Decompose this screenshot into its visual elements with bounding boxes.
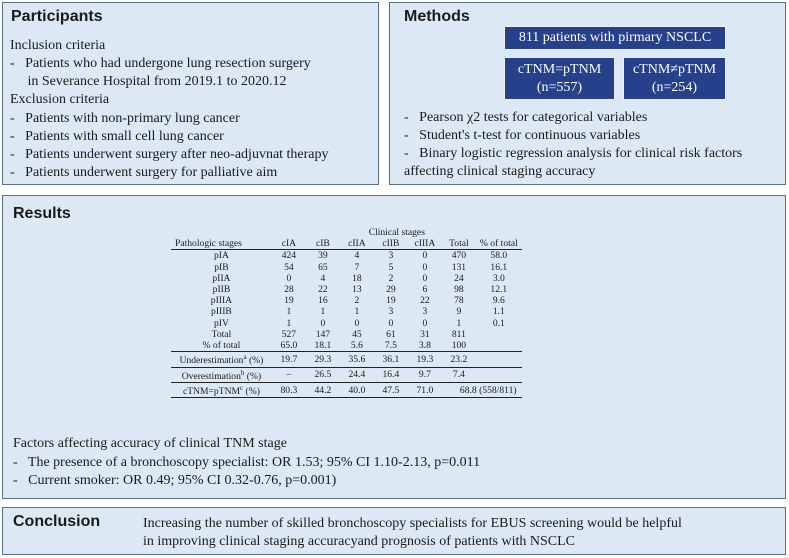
- ctnm-equal-box: [504, 57, 615, 100]
- inclusion-item: - Patients who had undergone lung resection surgery: [10, 56, 311, 71]
- row-label: pIIA: [212, 272, 231, 284]
- table-cell: 44.2: [306, 383, 340, 398]
- participants-panel: [2, 2, 379, 185]
- table-cell: 45: [352, 328, 362, 340]
- total-patients-label: 811 patients with pirmary NSCLC: [518, 30, 712, 45]
- table-cell: 4: [320, 272, 326, 284]
- row-label: Total: [211, 328, 232, 340]
- table-cell: 9.7: [408, 367, 442, 382]
- table-cell: 23.2: [442, 352, 476, 367]
- table-cell: 470: [442, 250, 476, 262]
- inclusion-item: in Severance Hospital from 2019.1 to 2020.12: [10, 74, 287, 89]
- table-cell: 3: [374, 250, 408, 262]
- table-cell: 24.4: [340, 367, 374, 382]
- column-header: % of total: [476, 238, 522, 250]
- table-cell: 28: [284, 284, 294, 296]
- table-cell: 16.4: [374, 367, 408, 382]
- table-cell: 5: [388, 261, 394, 273]
- table-cell: 147: [315, 328, 331, 340]
- inclusion-heading: Inclusion criteria: [10, 38, 106, 53]
- column-header: cIB: [306, 238, 340, 250]
- participants-title: Participants: [11, 8, 103, 25]
- table-cell: 0: [422, 317, 428, 329]
- table-cell: 0: [422, 261, 428, 273]
- table-cell: 16.1: [490, 261, 508, 273]
- column-header: cIIIA: [408, 238, 442, 250]
- exclusion-heading: Exclusion criteria: [10, 92, 110, 107]
- exclusion-item: - Patients with non-primary lung cancer: [10, 111, 240, 126]
- factor-item: - Current smoker: OR 0.49; 95% CI 0.32-0.76, p=0.001): [13, 473, 337, 488]
- table-cell: 1: [354, 306, 360, 318]
- table-cell: 19.3: [408, 352, 442, 367]
- conclusion-title: Conclusion: [13, 513, 101, 530]
- table-cell: 35.6: [340, 352, 374, 367]
- ctnm-equal-count: (n=557): [536, 80, 583, 95]
- table-cell: 13: [352, 284, 362, 296]
- table-cell: 0: [388, 317, 394, 329]
- table-cell: 65.0: [280, 340, 298, 352]
- exclusion-item: - Patients with small cell lung cancer: [10, 129, 224, 144]
- column-header: cIA: [272, 238, 306, 250]
- row-label: pIV: [213, 317, 229, 329]
- table-cell: 19: [386, 295, 396, 307]
- table-cell: 26.5: [306, 367, 340, 382]
- conclusion-panel: [2, 507, 786, 555]
- total-patients-box: [504, 26, 726, 50]
- table-cell: 47.5: [374, 383, 408, 398]
- conclusion-line: in improving clinical staging accuracyand prognosis of patients with NSCLC: [143, 534, 575, 549]
- table-cell: 424: [272, 250, 306, 262]
- table-cell: 4: [340, 250, 374, 262]
- table-cell: 18: [352, 272, 362, 284]
- column-header: cIIA: [340, 238, 374, 250]
- method-item: - Binary logistic regression analysis for clinical risk factors: [404, 146, 743, 161]
- row-label: cTNM=pTNM$^c$ (%): [171, 383, 272, 398]
- table-cell: 0: [408, 250, 442, 262]
- methods-title: Methods: [404, 8, 470, 25]
- row-label: pIB: [214, 261, 229, 273]
- table-cell: 3: [422, 306, 428, 318]
- table-cell: 31: [420, 328, 430, 340]
- underestimation-row: [171, 352, 522, 367]
- table-cell: [476, 340, 522, 352]
- ctnm-unequal-count: (n=254): [651, 80, 698, 95]
- table-cell: 24: [454, 272, 464, 284]
- exclusion-item: - Patients underwent surgery after neo-adjuvnat therapy: [10, 147, 329, 162]
- results-title: Results: [13, 205, 71, 222]
- table-cell: 0.1: [492, 317, 505, 329]
- table-cell: 7.4: [442, 367, 476, 382]
- table-cell: –: [272, 367, 306, 382]
- row-label: pIIIA: [210, 295, 233, 307]
- table-cell: 1: [456, 317, 462, 329]
- table-row: [171, 284, 522, 295]
- row-label: pIIB: [212, 284, 231, 296]
- table-cell: 131: [451, 261, 467, 273]
- clinical-stages-table: [171, 227, 522, 398]
- table-cell: 80.3: [272, 383, 306, 398]
- table-cell: 2: [354, 295, 360, 307]
- method-item: - Pearson χ2 tests for categorical variables: [404, 110, 648, 125]
- table-cell: [476, 329, 522, 340]
- table-cell: 3: [388, 306, 394, 318]
- table-cell: 29: [386, 284, 396, 296]
- table-cell: 9: [456, 306, 462, 318]
- table-cell: 7: [354, 261, 360, 273]
- table-cell: 78: [454, 295, 464, 307]
- table-cell: 58.0: [476, 250, 522, 262]
- overestimation-row: [171, 367, 522, 382]
- table-cell: 1.1: [492, 306, 505, 318]
- table-cell: 71.0: [408, 383, 442, 398]
- table-cell: 68.8 (558/811): [442, 383, 522, 398]
- table-cell: 3.0: [492, 272, 505, 284]
- table-cell: 0: [354, 317, 360, 329]
- table-cell: 61: [386, 328, 396, 340]
- table-row: [171, 318, 522, 329]
- row-label: pIA: [171, 250, 272, 262]
- table-row: [171, 340, 522, 352]
- row-label: pIIIB: [211, 306, 232, 318]
- table-cell: 22: [420, 295, 430, 307]
- table-cell: 5.6: [350, 340, 363, 352]
- method-item: - Student's t-test for continuous variables: [404, 128, 641, 143]
- table-cell: 36.1: [374, 352, 408, 367]
- column-header: cIIB: [374, 238, 408, 250]
- ctnm-equal-label: cTNM=pTNM: [517, 62, 602, 77]
- pathologic-stages-header: Pathologic stages: [171, 238, 272, 250]
- table-cell: 19: [284, 295, 294, 307]
- results-panel: [2, 195, 786, 499]
- clinical-stages-header: Clinical stages: [368, 227, 425, 238]
- table-cell: 18.1: [314, 340, 332, 352]
- table-cell: 22: [318, 284, 328, 296]
- ctnm-unequal-box: [623, 57, 726, 100]
- table-cell: 29.3: [306, 352, 340, 367]
- table-row: [171, 295, 522, 306]
- row-label: Underestimation$^a$ (%): [171, 352, 272, 367]
- row-label: Overestimation$^b$ (%): [171, 367, 272, 382]
- table-cell: 1: [286, 317, 292, 329]
- accuracy-row: [171, 383, 522, 398]
- table-cell: 3.8: [418, 340, 431, 352]
- table-cell: 1: [320, 306, 326, 318]
- table-row: [171, 306, 522, 317]
- table-cell: 65: [318, 261, 328, 273]
- table-cell: 40.0: [340, 383, 374, 398]
- table-cell: 0: [320, 317, 326, 329]
- table-cell: 1: [286, 306, 292, 318]
- table-cell: 0: [286, 272, 292, 284]
- exclusion-item: - Patients underwent surgery for palliative aim: [10, 165, 278, 180]
- table-cell: 12.1: [490, 284, 508, 296]
- table-cell: 54: [284, 261, 294, 273]
- table-cell: 2: [388, 272, 394, 284]
- table-row: [171, 273, 522, 284]
- factors-heading: Factors affecting accuracy of clinical TNM stage: [13, 436, 287, 451]
- column-header: Total: [442, 238, 476, 250]
- table-cell: 527: [281, 328, 297, 340]
- table-cell: 6: [422, 284, 428, 296]
- method-item: affecting clinical staging accuracy: [404, 164, 596, 179]
- table-row: [171, 262, 522, 273]
- table-cell: 9.6: [492, 295, 505, 307]
- table-cell: 98: [454, 284, 464, 296]
- table-row: [171, 250, 522, 262]
- ctnm-unequal-label: cTNM≠pTNM: [632, 62, 717, 77]
- table-cell: 19.7: [272, 352, 306, 367]
- table-cell: 7.5: [384, 340, 397, 352]
- methods-panel: [389, 2, 786, 185]
- conclusion-line: Increasing the number of skilled bronchoscopy specialists for EBUS screening would be helpful: [143, 516, 682, 531]
- row-label: % of total: [202, 340, 241, 352]
- factor-item: - The presence of a bronchoscopy specialist: OR 1.53; 95% CI 1.10-2.13, p=0.011: [13, 455, 481, 470]
- table-cell: 39: [306, 250, 340, 262]
- table-row: [171, 329, 522, 340]
- table-cell: 16: [318, 295, 328, 307]
- table-cell: 0: [422, 272, 428, 284]
- table-cell: 811: [451, 328, 466, 340]
- table-cell: 100: [451, 340, 467, 352]
